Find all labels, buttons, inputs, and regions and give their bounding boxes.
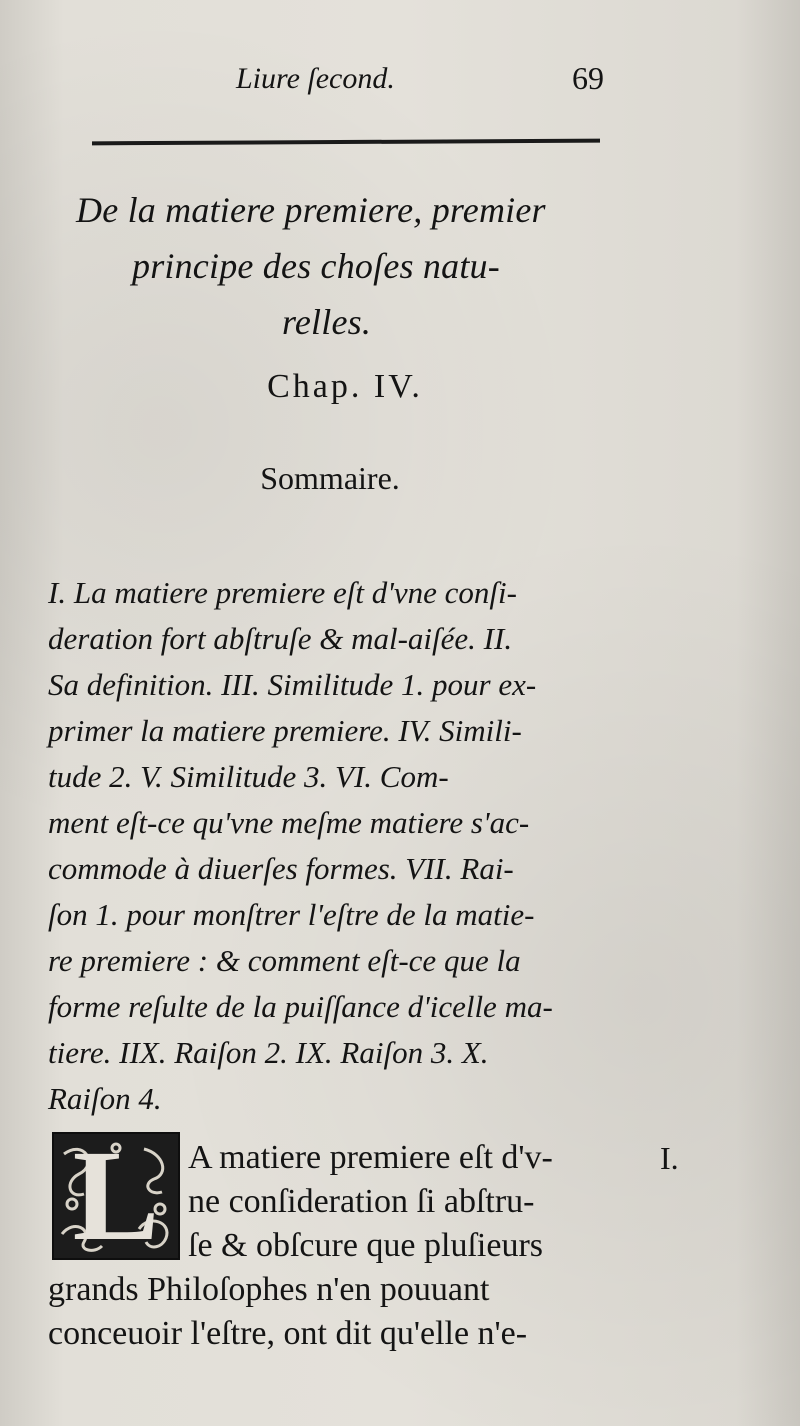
title-line: De la matiere premiere, premier	[76, 190, 546, 230]
summary-line: I. La matiere premiere eſt d'vne conſi-	[48, 575, 517, 610]
running-head: Liure ſecond.	[236, 62, 395, 95]
summary-heading: Sommaire.	[260, 460, 400, 496]
body-line: grands Philoſophes n'en pouuant	[48, 1271, 490, 1308]
summary-line: tude 2. V. Similitude 3. VI. Com-	[48, 759, 449, 794]
title-line: principe des choſes natu-	[132, 246, 500, 286]
summary-line: re premiere : & comment eſt-ce que la	[48, 943, 521, 978]
margin-note: I.	[660, 1140, 679, 1176]
body-line: A matiere premiere eſt d'v-	[188, 1139, 553, 1176]
summary-line: Raiſon 4.	[48, 1081, 162, 1116]
chapter-heading: Chap. IV.	[267, 368, 423, 405]
title-line: relles.	[282, 302, 372, 342]
summary-line: commode à diuerſes formes. VII. Rai-	[48, 851, 514, 886]
body-line: ne conſideration ſi abſtru-	[188, 1183, 535, 1220]
summary-line: tiere. IIX. Raiſon 2. IX. Raiſon 3. X.	[48, 1035, 489, 1070]
body-line: conceuoir l'eſtre, ont dit qu'elle n'e-	[48, 1315, 528, 1352]
summary-line: primer la matiere premiere. IV. Simili-	[48, 713, 522, 748]
summary-line: deration fort abſtruſe & mal-aiſée. II.	[48, 621, 513, 656]
chapter-title	[70, 182, 600, 350]
summary-line: ment eſt-ce qu'vne meſme matiere s'ac-	[48, 805, 530, 840]
summary-line: ſon 1. pour monſtrer l'eſtre de la matie-	[48, 897, 535, 932]
summary-line: forme reſulte de la puiſſance d'icelle ma-	[48, 989, 553, 1024]
drop-cap-letter: L	[72, 1132, 160, 1260]
page-number: 69	[572, 60, 604, 96]
summary-line: Sa definition. III. Similitude 1. pour ex-	[48, 667, 537, 702]
body-line: ſe & obſcure que pluſieurs	[188, 1227, 544, 1264]
header-rule	[92, 139, 600, 146]
body-text	[48, 1136, 628, 1356]
summary-text	[48, 570, 622, 1122]
